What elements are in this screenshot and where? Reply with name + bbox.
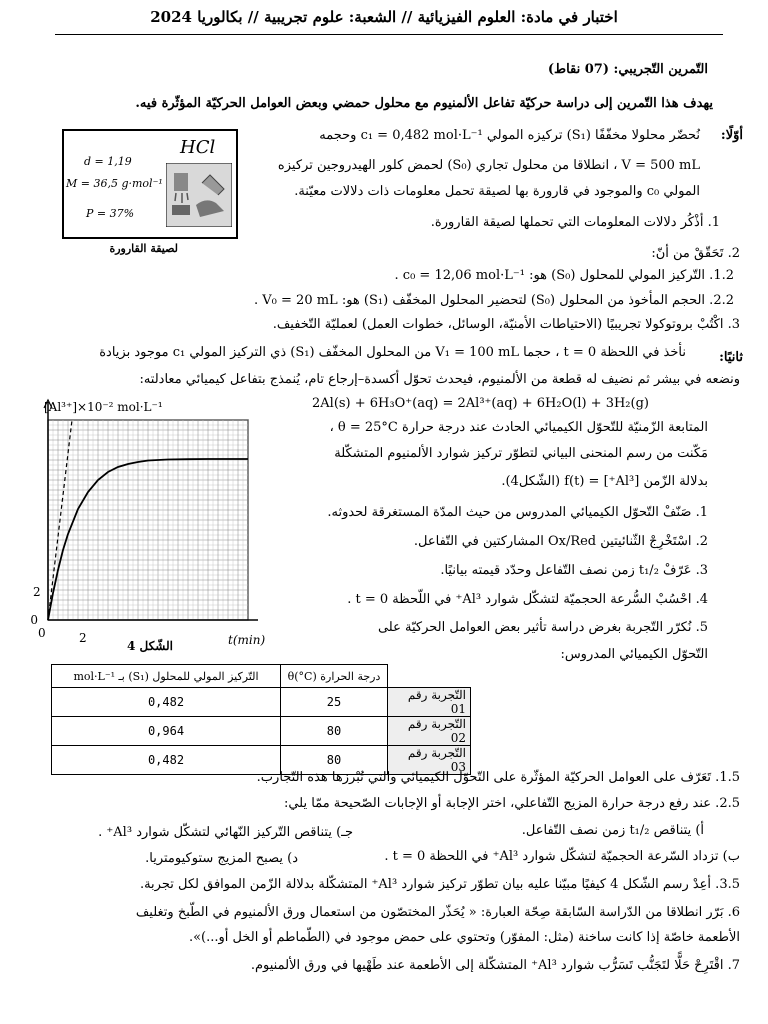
question-3: 3. اكْتُبْ بروتوكولا تجريبيًا (الاحتياطات الأمنيّة، الوسائل، خطوات العمل) لعمليّة التّخفيف. (272, 317, 740, 332)
follow-text: المتابعة الزّمنيّة للتّحوّل الكيميائي الحادث عند درجة حرارة θ = 25°C ، (329, 420, 708, 435)
exercise-goal: يهدف هذا التّمرين إلى دراسة حركيّة تفاعل الألمنيوم مع محلول حمضي وبعض العوامل الحركيّة المؤثّرة فيه. (135, 96, 713, 111)
part1-line: نُحضّر محلولا مخفّفًا (S₁) تركيزه المولي c₁ = 0,482 mol·L⁻¹ وحجمه (319, 128, 700, 143)
concentration-time-chart (0, 385, 280, 665)
exam-header: اختبار في مادة: العلوم الفيزيائية // الشعبة: علوم تجريبية // بكالوريا 2024 (150, 8, 618, 26)
question-2-1: 1.2. التّركيز المولي للمحلول (S₀) هو: c₀ = 12,06 mol·L⁻¹ . (394, 268, 734, 283)
table-cell-conc: 0,964 (52, 717, 281, 746)
table-header-temp: درجة الحرارة θ(°C) (281, 665, 388, 688)
table-row-label: التّجربة رقم 02 (388, 717, 471, 746)
question-2: 2. تَحَقّقْ من أنّ: (651, 246, 740, 261)
choice-b: ب) تزداد السّرعة الحجميّة لتشكّل شوارد Al³⁺ في اللحظة t = 0 . (384, 849, 740, 864)
table-header-conc: التّركيز المولي للمحلول (S₁) بـ mol·L⁻¹ (52, 665, 281, 688)
part2-heading: ثانيًا: (719, 350, 743, 365)
x-tick-label: 0 (38, 626, 46, 640)
table-cell-temp: 80 (281, 746, 388, 775)
question-2-2: 2.2. الحجم المأخوذ من المحلول (S₀) لتحضير المحلول المخفّف (S₁) هو: V₀ = 20 mL . (254, 293, 734, 308)
exercise-title: التّمرين التّجريبي: (07 نقاط) (547, 62, 708, 77)
table-cell-conc: 0,482 (52, 688, 281, 717)
table-cell-conc: 0,482 (52, 746, 281, 775)
experiments-table (51, 664, 471, 775)
follow-text: بدلالة الزّمن [Al³⁺] = f(t) (الشّكل4). (501, 474, 708, 489)
table-row (52, 688, 471, 717)
part2-question: 3. عَرّفْ t₁/₂ زمن نصف التّفاعل وحدّد قيمته بيانيًا. (440, 563, 708, 578)
label-formula: HCl (180, 137, 216, 158)
header-divider (55, 34, 723, 35)
question-5-2: 2.5. عند رفع درجة حرارة المزيج التّفاعلي، اختر الإجابة أو الإجابات الصّحيحة ممّا يلي: (283, 796, 740, 811)
choice-c: جـ) يتناقص التّركيز النّهائي لتشكّل شوارد Al³⁺ . (98, 825, 353, 840)
y-tick-label: 2 (33, 585, 41, 599)
chart-grid (30, 400, 258, 627)
question-6-cont: الأطعمة خاصّة إذا كانت ساخنة (مثل: المفوّر) وتحتوي على حمض موجود في (الطّماطم أو الخل أو...)». (188, 930, 740, 945)
table-row-label: التّجربة رقم 03 (388, 746, 471, 775)
corrosive-hazard-icon (166, 163, 232, 227)
label-caption: لصيقة القارورة (109, 242, 178, 255)
part2-question: 2. اسْتَخْرِجْ الثّنائيتين Ox/Red المشاركتين في التّفاعل. (413, 534, 708, 549)
part2-intro: نأخذ في اللحظة t = 0 ، حجما V₁ = 100 mL من المحلول المخفّف (S₁) ذي التركيز المولي c₁ موجود بزيادة (99, 345, 686, 360)
question-1: 1. أذْكُر دلالات المعلومات التي تحملها لصيقة القارورة. (430, 215, 720, 230)
part2-question: 4. احْسُبْ السُّرعة الحجميّة لتشكّل شوارد Al³⁺ في اللّحظة t = 0 . (347, 592, 708, 607)
label-density: d = 1,19 (84, 155, 132, 168)
table-cell-temp: 25 (281, 688, 388, 717)
follow-text: مَكّنت من رسم المنحنى البياني لتطوّر تركيز شوارد الألمنيوم المتشكّلة (334, 446, 708, 461)
part2-question: 5. نُكرّر التّجربة بغرض دراسة تأثير بعض العوامل الحركيّة على (377, 620, 708, 635)
part1-heading: أوّلًا: (720, 128, 743, 143)
question-7: 7. اقْتَرِحْ حَلًّا لتَجَنُّب تَسَرُّب شوارد Al³⁺ المتشكّلة إلى الأطعمة عند طَهْيها في ورق الألمنيوم. (250, 958, 740, 973)
x-tick-label: 2 (79, 631, 87, 645)
part2-question: التّحوّل الكيميائي المدروس: (560, 647, 708, 662)
table-cell-temp: 80 (281, 717, 388, 746)
part2-intro: ونضعه في بيشر ثم نضيف له قطعة من الألمنيوم، فيحدث تحوّل أكسدة–إرجاع تام، يُنمذج بتفاعل كيميائي معادلته: (139, 372, 740, 387)
part1-line: المولي c₀ والموجود في قارورة بها لصيقة تحمل معلومات ذات دلالات معيّنة. (294, 184, 700, 199)
y-tick-label: 0 (30, 613, 38, 627)
question-5-3: 3.5. أعِدْ رسم الشّكل 4 كيفيًا مبيّنا عليه بيان تطوّر تركيز شوارد Al³⁺ المتشكّلة بدلالة الزّمن الموافق لكل تجربة. (139, 877, 740, 892)
y-axis-label: [Al³⁺]×10⁻² mol·L⁻¹ (44, 400, 163, 414)
question-6: 6. بَرّر انطلاقا من الدّراسة السّابقة صِحّة العبارة: « يُحَذّر المختصّون من استعمال ورق الألمنيوم في الطّبخ وتغليف (135, 905, 740, 920)
part1-line: V = 500 mL ، انطلاقا من محلول تجاري (S₀) لحمض كلور الهيدروجين تركيزه (277, 158, 700, 173)
question-5-1: 1.5. تَعَرّف على العوامل الحركيّة المؤثّرة على التّحوّل الكيميائي والتي تُبْرزها هذه التّجارب. (256, 770, 740, 785)
x-axis-label: t(min) (228, 633, 266, 647)
table-row-label: التّجربة رقم 01 (388, 688, 471, 717)
part2-question: 1. صَنّفْ التّحوّل الكيميائي المدروس من حيث المدّة المستغرقة لحدوثه. (327, 505, 708, 520)
table-row (52, 717, 471, 746)
label-purity: P = 37% (86, 207, 135, 220)
choice-a: أ) يتناقص t₁/₂ زمن نصف التّفاعل. (521, 823, 704, 838)
label-molar-mass: M = 36,5 g·mol⁻¹ (66, 177, 163, 190)
chart-title: الشّكل 4 (127, 639, 173, 653)
bottle-label (62, 129, 238, 239)
choice-d: د) يصبح المزيج ستوكيومتريا. (145, 851, 298, 866)
table-corner (388, 665, 471, 688)
reaction-equation: 2Al(s) + 6H₃O⁺(aq) = 2Al³⁺(aq) + 6H₂O(l) + 3H₂(g) (312, 396, 649, 411)
